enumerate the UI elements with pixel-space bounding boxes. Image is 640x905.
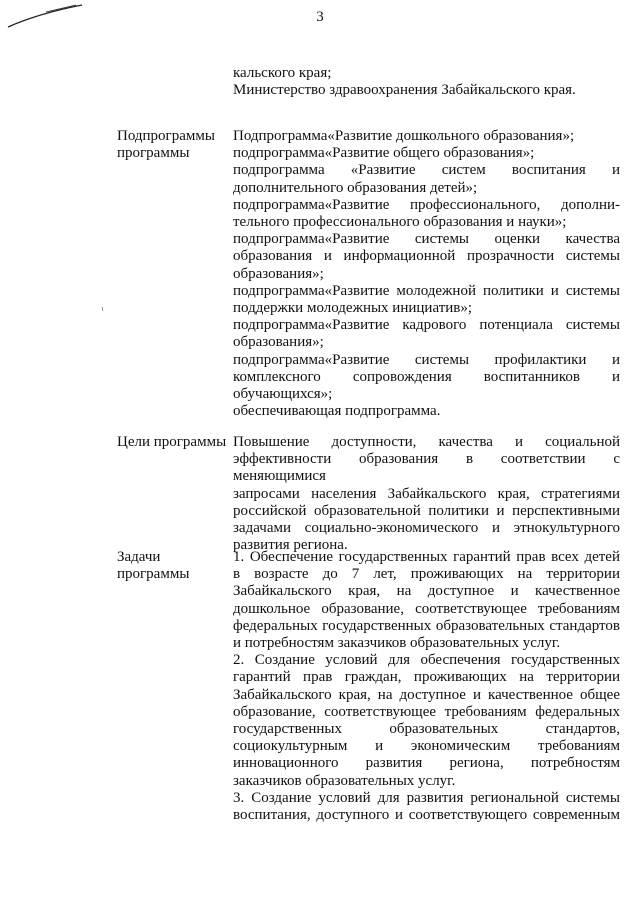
- task-line: государственных образовательных стандартов,: [233, 721, 620, 738]
- subprogram-line: подпрограмма«Развитие системы оценки качества: [233, 231, 620, 248]
- tasks-content: [233, 549, 620, 824]
- goal-line: Повышение доступности, качества и социальной: [233, 434, 620, 450]
- task-line: федеральных государственных образовательных стандартов: [233, 617, 620, 634]
- task-line: социокультурным и экономическим требованиям: [233, 738, 620, 755]
- scan-artifact: [101, 298, 104, 302]
- task-line: в возрасте до 7 лет, проживающих на территории: [233, 566, 620, 583]
- label-line: Задачи: [117, 549, 161, 565]
- subprogram-line: подпрограмма«Развитие общего образования»;: [233, 145, 535, 162]
- goal-line: задачами социально-экономического и этнокультурного: [233, 520, 620, 537]
- subprogram-line: подпрограмма«Развитие молодежной политики и системы: [233, 282, 620, 299]
- task-line: гарантий прав граждан, проживающих на территории: [233, 669, 620, 686]
- subprogram-line: образования»;: [233, 334, 324, 351]
- goal-line: эффективности образования в соответствии с меняющимися: [233, 451, 620, 485]
- label-line: программы: [117, 145, 190, 162]
- subprogram-line: подпрограмма«Развитие профессионального, дополни-: [233, 196, 620, 213]
- subprogram-line: комплексного сопровождения воспитанников и: [233, 368, 620, 385]
- goal-line: развития региона.: [233, 537, 348, 554]
- subprogram-line: обучающихся»;: [233, 386, 333, 403]
- subprogram-line: образования и информационной прозрачности системы: [233, 248, 620, 265]
- task-line: и потребностям заказчиков образовательных услуг.: [233, 635, 561, 652]
- intro-content: [233, 65, 620, 99]
- task-line: Забайкальского края, на доступное и качественное: [233, 583, 620, 600]
- task-line: 3. Создание условий для развития региональной системы: [233, 789, 620, 806]
- subprogram-line: обеспечивающая подпрограмма.: [233, 403, 441, 420]
- task-line: образование, соответствующее требованиям федеральных: [233, 703, 620, 720]
- task-line: 2. Создание условий для обеспечения государственных: [233, 652, 620, 669]
- intro-line: Министерство здравоохранения Забайкальского края.: [233, 82, 576, 99]
- subprogram-line: тельного профессионального образования и науки»;: [233, 214, 567, 231]
- goal-line: российской образовательной политики и перспективными: [233, 502, 620, 519]
- task-line: 1. Обеспечение государственных гарантий прав всех детей: [233, 549, 620, 565]
- subprogram-line: подпрограмма«Развитие кадрового потенциала системы: [233, 317, 620, 334]
- goals-content: [233, 434, 620, 554]
- subprograms-content: [233, 128, 620, 420]
- subprograms-label: [117, 128, 237, 162]
- intro-line: кальского края;: [233, 65, 332, 81]
- task-line: дошкольное образование, соответствующее требованиям: [233, 600, 620, 617]
- subprogram-line: Подпрограмма«Развитие дошкольного образования»;: [233, 128, 575, 144]
- subprogram-line: подпрограмма «Развитие систем воспитания и: [233, 162, 620, 179]
- task-line: заказчиков образовательных услуг.: [233, 772, 456, 789]
- page-number: 3: [316, 9, 324, 25]
- goal-line: запросами населения Забайкальского края, стратегиями: [233, 485, 620, 502]
- label-line: Подпрограммы: [117, 128, 215, 144]
- label-line: Цели программы: [117, 434, 227, 450]
- subprogram-line: дополнительного образования детей»;: [233, 179, 478, 196]
- subprogram-line: подпрограмма«Развитие системы профилактики и: [233, 351, 620, 368]
- task-line: инновационного развития региона, потребностям: [233, 755, 620, 772]
- goals-label: [117, 434, 237, 451]
- tasks-label: [117, 549, 237, 583]
- task-line: воспитания, доступного и соответствующего современным: [233, 807, 620, 824]
- task-line: Забайкальского края, на доступное и качественное общее: [233, 686, 620, 703]
- label-line: программы: [117, 566, 190, 583]
- subprogram-line: поддержки молодежных инициатив»;: [233, 300, 473, 317]
- subprogram-line: образования»;: [233, 265, 324, 282]
